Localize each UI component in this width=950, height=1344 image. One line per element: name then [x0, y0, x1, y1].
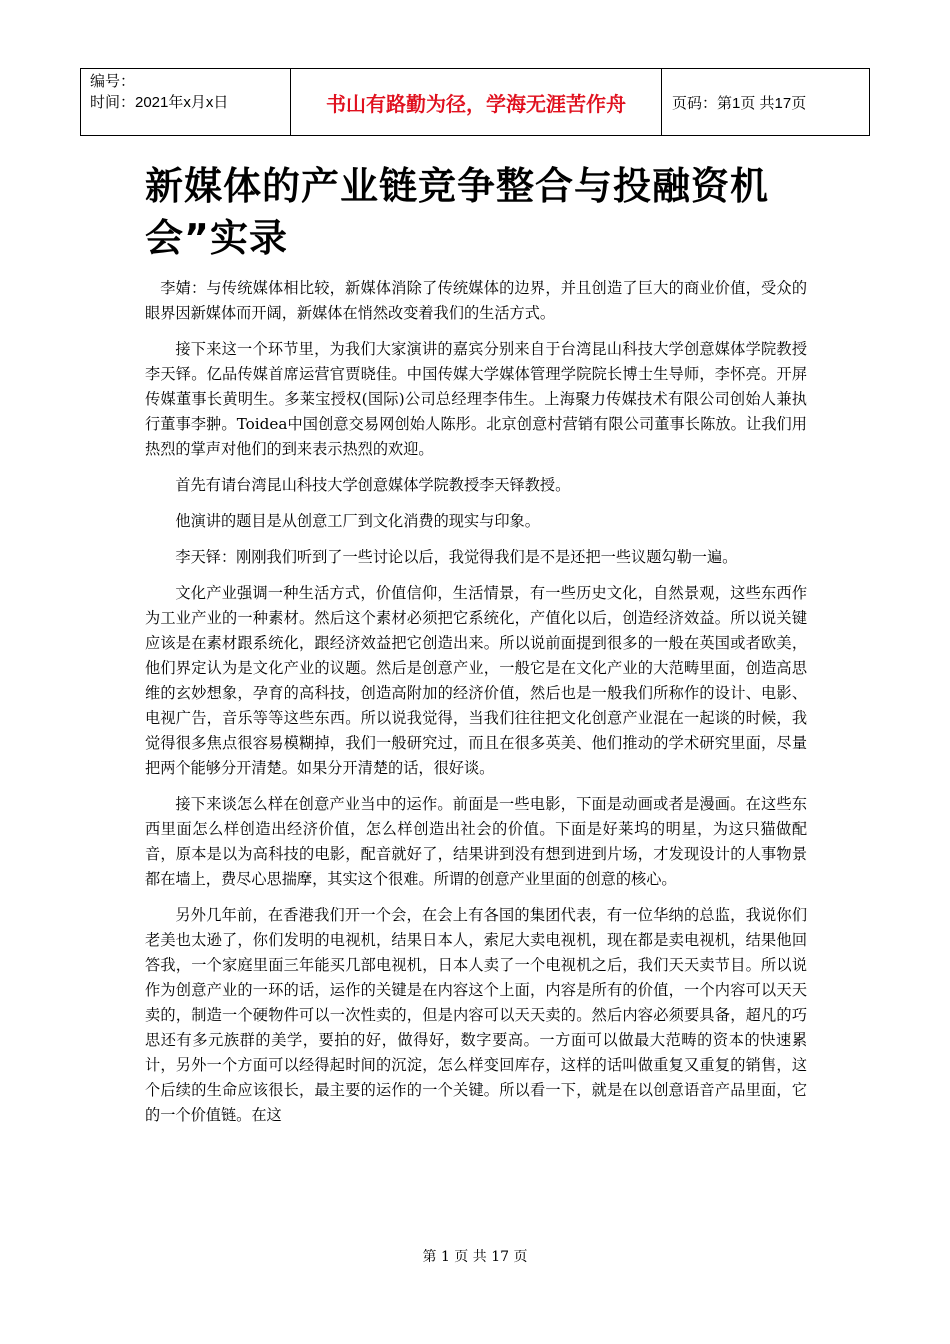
- paragraph: 另外几年前，在香港我们开一个会，在会上有各国的集团代表，有一位华纳的总监，我说你们老美也太逊了，你们发明的电视机，结果日本人，索尼大卖电视机，现在都是卖电视机，结果他回答我，一个家庭里面三年能买几部电视机，日本人卖了一个电视机之后，我们天天卖节目。所以说作为创意产业的一环的话，运作的关键是在内容这个上面，内容是所有的价值，一个内容可以天天卖的，制造一个硬物件可以一次性卖的，但是内容可以天天卖的。然后内容必须要具备，超凡的巧思还有多元族群的美学，要拍的好，做得好，数字要高。一方面可以做最大范畴的资本的快速累计，另外一个方面可以经得起时间的沉淀，怎么样变回库存，这样的话叫做重复又重复的销售，这个后续的生命应该很长，最主要的运作的一个关键。所以看一下，就是在以创意语音产品里面，它的一个价值链。在这: [145, 906, 807, 1124]
- document-title: 新媒体的产业链竞争整合与投融资机会”实录: [145, 164, 770, 260]
- motto-text: 书山有路勤为径，学海无涯苦作舟: [326, 91, 626, 116]
- header-meta-cell: [81, 69, 291, 136]
- paragraph: 李天铎：刚刚我们听到了一些讨论以后，我觉得我们是不是还把一些议题勾勒一遍。: [175, 548, 738, 566]
- header-page-cell: [662, 69, 870, 136]
- header-motto-cell: [291, 69, 662, 136]
- paragraph: 他演讲的题目是从创意工厂到文化消费的现实与印象。: [175, 512, 540, 530]
- paragraph: 接下来谈怎么样在创意产业当中的运作。前面是一些电影，下面是动画或者是漫画。在这些东西里面怎么样创造出经济价值，怎么样创造出社会的价值。下面是好莱坞的明星，为这只猫做配音，原本是以为高科技的电影，配音就好了，结果讲到没有想到进到片场，才发现设计的人事物景都在墙上，费尽心思揣摩，其实这个很难。所谓的创意产业里面的创意的核心。: [145, 795, 807, 888]
- number-label: 编号：: [90, 73, 136, 90]
- paragraph: 李婧：与传统媒体相比较，新媒体消除了传统媒体的边界，并且创造了巨大的商业价值，受众的眼界因新媒体而开阔，新媒体在悄然改变着我们的生活方式。: [145, 279, 807, 322]
- time-label: 时间：2021年x月x日: [90, 94, 229, 111]
- page-footer: 第 1 页 共 17 页: [422, 1249, 528, 1265]
- document-body: [145, 276, 807, 1139]
- paragraph: 文化产业强调一种生活方式，价值信仰，生活情景，有一些历史文化，自然景观，这些东西作为工业产业的一种素材。然后这个素材必须把它系统化，产值化以后，创造经济效益。所以说关键应该是在素材跟系统化，跟经济效益把它创造出来。所以说前面提到很多的一般在英国或者欧美，他们界定认为是文化产业的议题。然后是创意产业，一般它是在文化产业的大范畴里面，创造高思维的玄妙想象，孕育的高科技，创造高附加的经济价值，然后也是一般我们所称作的设计、电影、电视广告，音乐等等这些东西。所以说我觉得，当我们往往把文化创意产业混在一起谈的时候，我觉得很多焦点很容易模糊掉，我们一般研究过，而且在很多英美、他们推动的学术研究里面，尽量把两个能够分开清楚。如果分开清楚的话，很好谈。: [145, 584, 807, 777]
- document-header: [80, 68, 870, 136]
- paragraph: 接下来这一个环节里，为我们大家演讲的嘉宾分别来自于台湾昆山科技大学创意媒体学院教授李天铎。亿品传媒首席运营官贾晓佳。中国传媒大学媒体管理学院院长博士生导师，李怀亮。开屏传媒董事长黄明生。多莱宝授权(国际)公司总经理李伟生。上海聚力传媒技术有限公司创始人兼执行董事李翀。Toidea中国创意交易网创始人陈彤。北京创意村营销有限公司董事长陈放。让我们用热烈的掌声对他们的到来表示热烈的欢迎。: [145, 340, 807, 458]
- paragraph: 首先有请台湾昆山科技大学创意媒体学院教授李天铎教授。: [175, 476, 571, 494]
- page-label: 页码：第1页 共17页: [672, 94, 807, 112]
